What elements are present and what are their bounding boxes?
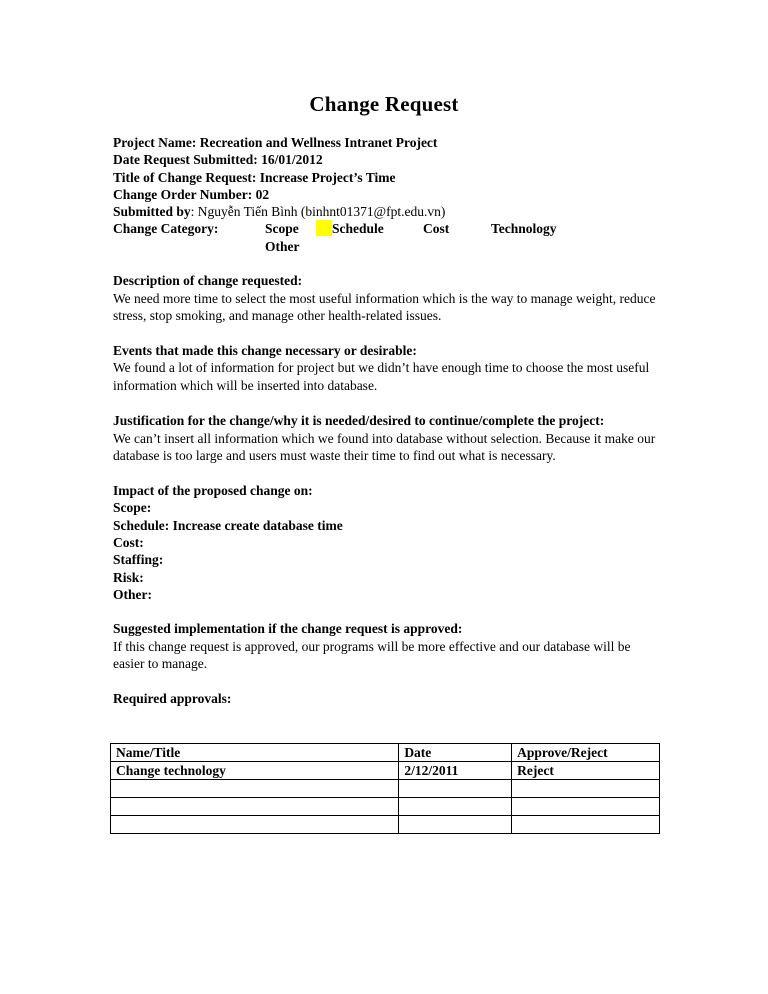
category-schedule: Schedule	[332, 221, 384, 237]
category-label: Change Category:	[113, 221, 219, 237]
table-row	[111, 816, 660, 834]
project-name-line	[113, 134, 661, 151]
table-cell	[399, 816, 512, 834]
description-heading: Description of change requested:	[113, 273, 303, 289]
table-cell: Reject	[512, 762, 660, 780]
table-row	[111, 798, 660, 816]
table-header-row	[111, 744, 660, 762]
submitted-label: Submitted by	[113, 204, 191, 220]
change-title-label: Title of Change Request:	[113, 169, 257, 185]
date-line	[113, 151, 661, 168]
submitted-line	[113, 203, 661, 220]
change-title-line	[113, 169, 661, 186]
category-row-2	[113, 238, 661, 255]
category-scope: Scope	[265, 221, 299, 237]
table-cell	[399, 798, 512, 816]
table-header-cell: Date	[399, 744, 512, 762]
date-label: Date Request Submitted:	[113, 152, 258, 168]
submitted-value: : Nguyễn Tiến Bình (binhnt01371@fpt.edu.vn)	[190, 204, 446, 220]
table-cell	[111, 798, 399, 816]
document-body	[113, 134, 661, 707]
document-title: Change Request	[309, 92, 459, 116]
order-label: Change Order Number:	[113, 186, 253, 202]
impact-cost: Cost:	[113, 534, 144, 550]
order-line	[113, 186, 661, 203]
change-title-value: Increase Project’s Time	[259, 169, 396, 185]
table-header-cell: Name/Title	[111, 744, 399, 762]
impact-heading: Impact of the proposed change on:	[113, 483, 313, 499]
category-row	[113, 220, 661, 237]
table-cell	[512, 798, 660, 816]
table-cell	[512, 816, 660, 834]
impact-staffing: Staffing:	[113, 552, 164, 568]
justification-text: We can’t insert all information which we found into database without selection. Because it make our database is too large and users must waste their time to find out what is necessary.	[113, 430, 656, 464]
project-name-label: Project Name:	[113, 135, 197, 150]
schedule-highlight	[316, 220, 332, 236]
table-cell	[111, 780, 399, 798]
impact-scope: Scope:	[113, 500, 152, 516]
events-heading: Events that made this change necessary or desirable:	[113, 343, 417, 359]
description-text: We need more time to select the most useful information which is the way to manage weight, reduce stress, stop smoking, and manage other health-related issues.	[113, 290, 656, 324]
approvals-table	[110, 743, 660, 834]
justification-heading: Justification for the change/why it is needed/desired to continue/complete the project:	[113, 412, 605, 428]
impact-schedule: Schedule: Increase create database time	[113, 517, 343, 533]
order-value: 02	[255, 186, 270, 202]
table-cell: Change technology	[111, 762, 399, 780]
table-cell	[399, 780, 512, 798]
category-cost: Cost	[423, 221, 450, 237]
suggested-text: If this change request is approved, our programs will be more effective and our database will be easier to manage.	[113, 638, 631, 672]
table-header-cell: Approve/Reject	[512, 744, 660, 762]
project-name-value: Recreation and Wellness Intranet Project	[199, 135, 438, 150]
table-cell	[111, 816, 399, 834]
events-text: We found a lot of information for project but we didn’t have enough time to choose the most useful information which will be inserted into database.	[113, 360, 650, 394]
date-value: 16/01/2012	[261, 152, 323, 168]
suggested-heading: Suggested implementation if the change request is approved:	[113, 621, 463, 637]
category-technology: Technology	[491, 221, 557, 237]
table-row	[111, 762, 660, 780]
impact-other: Other:	[113, 586, 152, 602]
table-cell: 2/12/2011	[399, 762, 512, 780]
table-cell	[512, 780, 660, 798]
category-other: Other	[265, 238, 300, 254]
approvals-heading: Required approvals:	[113, 691, 232, 707]
table-row	[111, 780, 660, 798]
impact-risk: Risk:	[113, 569, 144, 585]
